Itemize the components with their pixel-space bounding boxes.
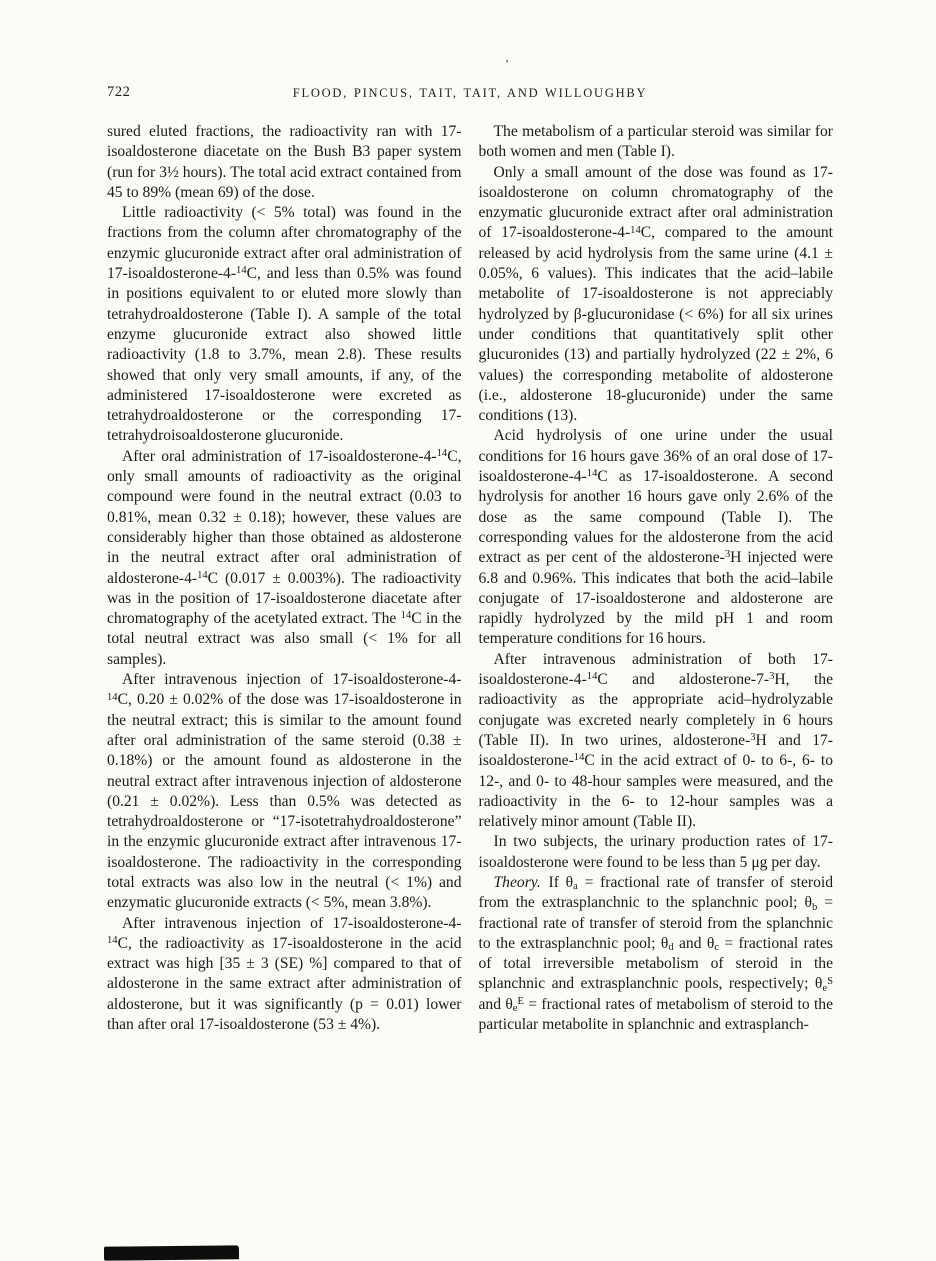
scan-speck: ʼ [505,57,509,71]
left-column [107,122,462,1035]
paragraph: The metabolism of a particular steroid was similar for both women and men (Table I). [478,123,833,161]
running-head: FLOOD, PINCUS, TAIT, TAIT, AND WILLOUGHBY [292,86,648,100]
paragraph: sured eluted fractions, the radioactivity ran with 17-isoaldosterone diacetate on the Bush B3 paper system (run for 3½ hours). The total acid extract contained from 45 to 89% (mean 69) of the dose. [107,123,462,201]
paragraph: Only a small amount of the dose was found as 17-isoaldosterone on column chromatography of the enzymatic glucuronide extract after oral administration of 17-isoaldosterone-4-$^{14}$C, compared to the amount released by acid hydrolysis from the same urine (4.1 ± 0.05%, 6 values). This indicates that the acid–labile metabolite of 17-isoaldosterone is not appreciably hydrolyzed by β-glucuronidase (< 6%) for all six urines under conditions that quantitatively split other glucuronides (13) and partially hydrolyzed (22 ± 2%, 6 values) the corresponding metabolite of aldosterone (i.e., aldosterone 18-glucuronide) under the same conditions (13). [478,163,834,425]
paragraph: Little radioactivity (< 5% total) was found in the fractions from the column after chromatography of the enzymic glucuronide extract after oral administration of 17-isoaldosterone-4-$^{14}$C, and less than 0.5% was found in positions equivalent to or eluted more slowly than tetrahydroaldosterone (Table I). A sample of the total enzyme glucuronide extract also showed little radioactivity (1.8 to 3.7%, mean 2.8). These results showed that only very small amounts, if any, of the administered 17-isoaldosterone were excreted as tetrahydroaldosterone or the corresponding 17-tetrahydroisoaldosterone glucuronide. [107,204,462,445]
body-columns [107,122,833,1035]
paragraph: After intravenous injection of 17-isoaldosterone-4-$^{14}$C, the radioactivity as 17-isoaldosterone in the acid extract was high [35 ± 3 (SE) %] compared to that of aldosterone in the same extract after administration of aldosterone, but it was significantly (p = 0.01) lower than after oral 17-isoaldosterone (53 ± 4%). [107,914,462,1034]
paragraph: In two subjects, the urinary production rates of 17-isoaldosterone were found to be less than 5 μg per day. [478,833,833,871]
paragraph: After intravenous administration of both 17-isoaldosterone-4-$^{14}$C and aldosterone-7-$^3$H, the radioactivity as the appropriate acid–hydrolyzable conjugate was excreted nearly completely in 6 hours (Table II). In two urines, aldosterone-$^3$H and 17-isoaldosterone-$^{14}$C in the acid extract of 0- to 6-, 6- to 12-, and 0- to 48-hour samples were measured, and the radioactivity in the 6- to 12-hour samples was a relatively minor amount (Table II). [478,650,833,831]
page-header [107,84,833,101]
paragraph: Theory. If $\theta_a$ = fractional rate of transfer of steroid from the extrasplanchnic to the splanchnic pool; $\theta_b$ = fractional rate of transfer of steroid from the splanchnic to the extrasplanchnic pool; $\theta_d$ and $\theta_c$ = fractional rates of total irreversible metabolism of steroid in the splanchnic and extrasplanchnic pools, respectively; $\theta_e^S$ and $\theta_e^E$ = fractional rates of metabolism of steroid to the particular metabolite in splanchnic and extrasplanch- [478,873,834,1034]
paragraph: After oral administration of 17-isoaldosterone-4-$^{14}$C, only small amounts of radioactivity as the original compound were found in the neutral extract (0.03 to 0.81%, mean 0.32 ± 0.18); however, these values are considerably higher than those obtained as aldosterone in the neutral extract after oral administration of aldosterone-4-$^{14}$C (0.017 ± 0.003%). The radioactivity was in the position of 17-isoaldosterone diacetate after chromatography of the acetylated extract. The $^{14}$C in the total neutral extract was also small (< 1% for all samples). [107,447,462,668]
paragraph: Acid hydrolysis of one urine under the usual conditions for 16 hours gave 36% of an oral dose of 17-isoaldosterone-4-$^{14}$C as 17-isoaldosterone. A second hydrolysis for another 16 hours gave only 2.6% of the dose as the same compound (Table I). The corresponding values for the aldosterone from the acid extract as per cent of the aldosterone-$^3$H injected were 6.8 and 0.96%. This indicates that both the acid–labile conjugate of 17-isoaldosterone and aldosterone are rapidly hydrolyzed by the mild pH 1 and room temperature conditions for 16 hours. [478,427,833,648]
scan-artifact-bar [104,1245,239,1260]
paragraph-lead-italic: Theory. [493,873,549,891]
page-number: 722 [107,84,131,100]
paragraph: After intravenous injection of 17-isoaldosterone-4-$^{14}$C, 0.20 ± 0.02% of the dose was 17-isoaldosterone in the neutral extract; this is similar to the amount found after oral administration of the same steroid (0.38 ± 0.18%) or the amount found as aldosterone in the neutral extract after intravenous injection of aldosterone (0.21 ± 0.02%). Less than 0.5% was detected as tetrahydroaldosterone or “17-isotetrahydroaldosterone” in the enzymic glucuronide extract after intravenous 17-isoaldosterone. The radioactivity in the corresponding total extracts was also low in the neutral (< 1%) and enzymatic glucuronide extracts (< 5%, mean 3.8%). [107,671,462,912]
right-column [479,122,834,1035]
